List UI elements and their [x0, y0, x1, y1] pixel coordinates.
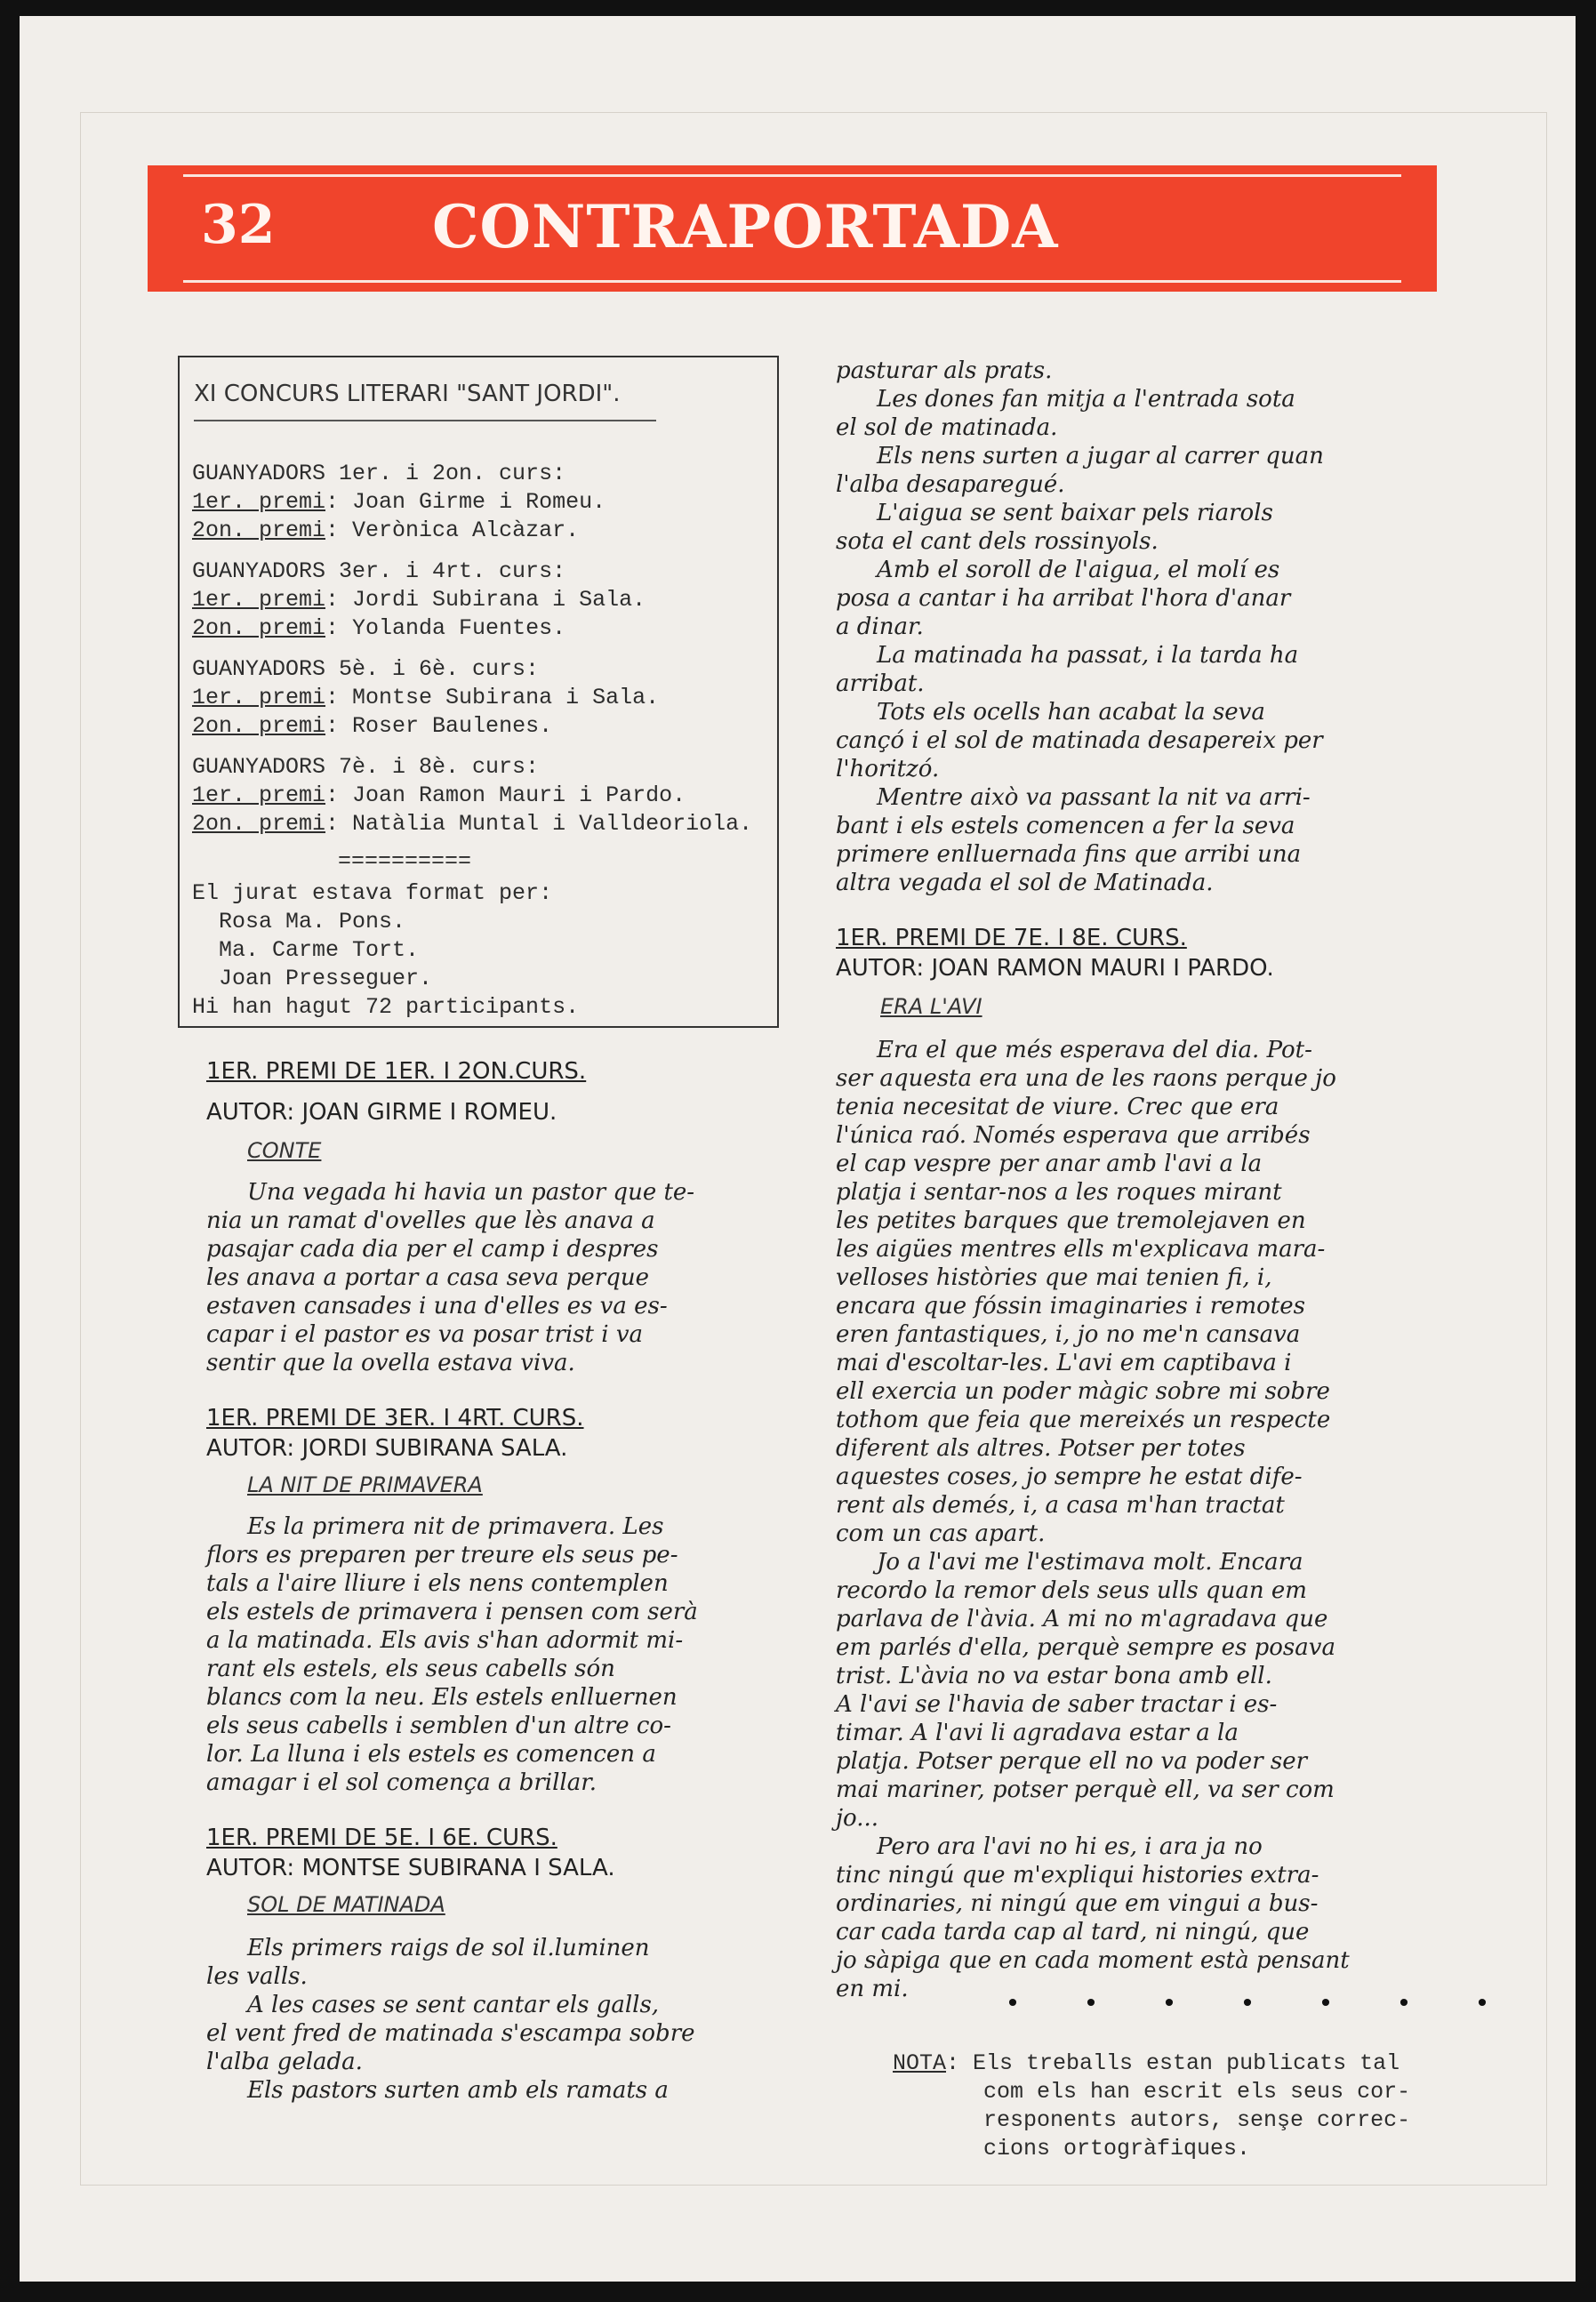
- story-line: Era el que més esperava del dia. Pot-: [877, 1037, 1312, 1063]
- winners-box: [178, 356, 779, 1028]
- story-line: A l'avi se l'havia de saber tractar i es-: [836, 1691, 1278, 1718]
- entry-author: AUTOR: JOAN RAMON MAURI I PARDO.: [836, 955, 1274, 982]
- group-heading: GUANYADORS 5è. i 6è. curs:: [192, 656, 540, 682]
- story-line: timar. A l'avi li agradava estar a la: [836, 1720, 1239, 1746]
- story-line: l'horitzó.: [836, 756, 940, 782]
- jury-member: Ma. Carme Tort.: [219, 937, 420, 963]
- story-line: car cada tarda cap al tard, ni ningú, que: [836, 1919, 1310, 1945]
- story-line: el sol de matinada.: [836, 414, 1058, 441]
- contest-title: XI CONCURS LITERARI "SANT JORDI".: [194, 381, 621, 407]
- story-line: amagar i el sol comença a brillar.: [206, 1769, 597, 1796]
- story-line: em parlés d'ella, perquè sempre es posava: [836, 1634, 1335, 1661]
- prize-label: 1er. premi: [192, 685, 326, 710]
- story-line: ell exercia un poder màgic sobre mi sobre: [836, 1378, 1330, 1405]
- story-line: primere enlluernada fins que arribi una: [836, 841, 1302, 868]
- nota-label: NOTA: [893, 2050, 947, 2076]
- story-line: les valls.: [206, 1963, 308, 1990]
- prize-label: 1er. premi: [192, 782, 326, 808]
- story-line: A les cases se sent cantar els galls,: [247, 1992, 660, 2018]
- story-line: les aigües mentres ells m'explicava mara-: [836, 1236, 1326, 1263]
- story-line: en mi.: [836, 1976, 909, 2002]
- story-line: eren fantastiques, i, jo no me'n cansava: [836, 1321, 1301, 1348]
- story-line: capar i el pastor es va posar trist i va: [206, 1321, 644, 1348]
- separator: ==========: [338, 848, 472, 874]
- nota-line: cions ortogràfiques.: [983, 2136, 1251, 2162]
- story-line: Els pastors surten amb els ramats a: [247, 2077, 669, 2104]
- story-line: blancs com la neu. Els estels enlluernen: [206, 1684, 678, 1711]
- jury-member: Rosa Ma. Pons.: [219, 909, 406, 934]
- story-title: LA NIT DE PRIMAVERA: [247, 1472, 483, 1497]
- group-heading: GUANYADORS 3er. i 4rt. curs:: [192, 558, 566, 584]
- entry-author: AUTOR: MONTSE SUBIRANA I SALA.: [206, 1855, 615, 1881]
- nota-line: [893, 2050, 1400, 2076]
- entry-heading: 1ER. PREMI DE 7E. I 8E. CURS.: [836, 925, 1187, 951]
- story-line: Una vegada hi havia un pastor que te-: [247, 1179, 695, 1206]
- story-line: mai mariner, potser perquè ell, va ser com: [836, 1777, 1335, 1803]
- story-line: pasajar cada dia per el camp i despres: [206, 1236, 659, 1263]
- jury-member: Joan Presseguer.: [219, 966, 433, 991]
- prize-label: 1er. premi: [192, 489, 326, 515]
- story-line: posa a cantar i ha arribat l'hora d'anar: [836, 585, 1291, 612]
- entry-author: AUTOR: JORDI SUBIRANA SALA.: [206, 1435, 568, 1462]
- entry-heading: 1ER. PREMI DE 5E. I 6E. CURS.: [206, 1825, 557, 1851]
- story-line: les petites barques que tremolejaven en: [836, 1207, 1306, 1234]
- story-line: Els nens surten a jugar al carrer quan: [877, 443, 1324, 469]
- prize-label: 1er. premi: [192, 587, 326, 613]
- jury-intro: El jurat estava format per:: [192, 880, 553, 906]
- winner-name: : Montse Subirana i Sala.: [325, 685, 660, 710]
- story-line: els estels de primavera i pensen com serà: [206, 1599, 698, 1625]
- story-line: sota el cant dels rossinyols.: [836, 528, 1159, 555]
- story-line: tals a l'aire lliure i els nens contemplen: [206, 1570, 669, 1597]
- nota-line: com els han escrit els seus cor-: [983, 2079, 1411, 2105]
- story-line: com un cas apart.: [836, 1520, 1046, 1547]
- story-line: Tots els ocells han acabat la seva: [877, 699, 1265, 726]
- winner-name: : Joan Girme i Romeu.: [325, 489, 606, 515]
- story-line: Les dones fan mitja a l'entrada sota: [877, 386, 1295, 413]
- story-line: rent als demés, i, a casa m'han tractat: [836, 1492, 1285, 1519]
- story-line: bant i els estels comencen a fer la seva: [836, 813, 1295, 839]
- section-separator-dots: • • • • • • •: [1005, 1990, 1514, 2020]
- winner-second: [192, 715, 552, 737]
- story-line: trist. L'àvia no va estar bona amb ell.: [836, 1663, 1272, 1689]
- story-line: platja i sentar-nos a les roques mirant: [836, 1179, 1282, 1206]
- winner-first: [192, 686, 659, 709]
- story-line: les anava a portar a casa seva perque: [206, 1264, 649, 1291]
- story-line: ordinaries, ni ningú que em vingui a bus-: [836, 1890, 1319, 1917]
- story-line: parlava de l'àvia. A mi no m'agradava que: [836, 1606, 1328, 1632]
- story-line: jo...: [836, 1805, 879, 1832]
- winner-second: [192, 519, 579, 541]
- story-line: Els primers raigs de sol il.luminen: [247, 1935, 650, 1961]
- story-line: ser aquesta era una de les raons perque jo: [836, 1065, 1336, 1092]
- group-heading: GUANYADORS 1er. i 2on. curs:: [192, 461, 566, 486]
- entry-author: AUTOR: JOAN GIRME I ROMEU.: [206, 1099, 557, 1126]
- story-line: Jo a l'avi me l'estimava molt. Encara: [877, 1549, 1303, 1576]
- story-line: l'alba gelada.: [206, 2049, 363, 2075]
- section-title: CONTRAPORTADA: [432, 192, 1059, 261]
- story-title: ERA L'AVI: [880, 994, 982, 1019]
- story-line: aquestes coses, jo sempre he estat dife-: [836, 1464, 1303, 1490]
- participants-count: Hi han hagut 72 participants.: [192, 994, 580, 1020]
- story-line: mai d'escoltar-les. L'avi em captibava i: [836, 1350, 1292, 1376]
- story-line: el cap vespre per anar amb l'avi a la: [836, 1151, 1263, 1177]
- nota-line: responents autors, senşe correc-: [983, 2107, 1411, 2133]
- winner-name: : Yolanda Fuentes.: [325, 615, 566, 641]
- story-line: jo sàpiga que en cada moment està pensant: [836, 1947, 1350, 1974]
- banner-rule-top: [183, 174, 1401, 177]
- winner-name: : Jordi Subirana i Sala.: [325, 587, 646, 613]
- story-line: l'única raó. Només esperava que arribés: [836, 1122, 1311, 1149]
- story-line: recordo la remor dels seus ulls quan em: [836, 1577, 1307, 1604]
- story-line: diferent als altres. Potser per totes: [836, 1435, 1246, 1462]
- prize-label: 2on. premi: [192, 615, 326, 641]
- story-title: SOL DE MATINADA: [247, 1892, 445, 1917]
- story-line: a la matinada. Els avis s'han adormit mi-: [206, 1627, 684, 1654]
- story-line: pasturar als prats.: [836, 357, 1053, 384]
- story-line: lor. La lluna i els estels es comencen a: [206, 1741, 656, 1768]
- story-line: l'alba desaparegué.: [836, 471, 1065, 498]
- story-line: sentir que la ovella estava viva.: [206, 1350, 575, 1376]
- story-line: arribat.: [836, 670, 925, 697]
- story-line: Es la primera nit de primavera. Les: [247, 1513, 664, 1540]
- story-line: Amb el soroll de l'aigua, el molí es: [877, 557, 1280, 583]
- story-line: platja. Potser perque ell no va poder ser: [836, 1748, 1308, 1775]
- story-line: el vent fred de matinada s'escampa sobre: [206, 2020, 695, 2047]
- winner-second: [192, 617, 565, 639]
- story-line: rant els estels, els seus cabells són: [206, 1656, 615, 1682]
- story-line: La matinada ha passat, i la tarda ha: [877, 642, 1299, 669]
- entry-heading: 1ER. PREMI DE 1ER. I 2ON.CURS.: [206, 1058, 587, 1085]
- prize-label: 2on. premi: [192, 517, 326, 543]
- story-line: flors es preparen per treure els seus pe-: [206, 1542, 678, 1568]
- winner-name: : Natàlia Muntal i Valldeoriola.: [325, 811, 753, 837]
- winner-first: [192, 784, 686, 806]
- story-line: Pero ara l'avi no hi es, i ara ja no: [877, 1833, 1263, 1860]
- group-heading: GUANYADORS 7è. i 8è. curs:: [192, 754, 540, 780]
- story-line: tinc ningú que m'expliqui histories extra-: [836, 1862, 1319, 1889]
- story-line: tenia necesitat de viure. Crec que era: [836, 1094, 1279, 1120]
- story-line: a dinar.: [836, 614, 924, 640]
- prize-label: 2on. premi: [192, 811, 326, 837]
- winner-name: : Verònica Alcàzar.: [325, 517, 580, 543]
- winner-first: [192, 491, 606, 513]
- winner-name: : Roser Baulenes.: [325, 713, 553, 739]
- story-line: els seus cabells i semblen d'un altre co-: [206, 1712, 671, 1739]
- winner-name: : Joan Ramon Mauri i Pardo.: [325, 782, 686, 808]
- story-line: altra vegada el sol de Matinada.: [836, 870, 1214, 896]
- story-line: estaven cansades i una d'elles es va es-: [206, 1293, 668, 1319]
- nota-text: : Els treballs estan publicats tal: [946, 2050, 1400, 2076]
- story-line: velloses històries que mai tenien fi, i,: [836, 1264, 1272, 1291]
- story-line: tothom que feia que mereixés un respecte: [836, 1407, 1331, 1433]
- prize-label: 2on. premi: [192, 713, 326, 739]
- story-line: cançó i el sol de matinada desapereix per: [836, 727, 1323, 754]
- banner-rule-bottom: [183, 280, 1401, 283]
- story-line: L'aigua se sent baixar pels riarols: [877, 500, 1273, 526]
- story-line: encara que fóssin imaginaries i remotes: [836, 1293, 1306, 1319]
- story-line: nia un ramat d'ovelles que lès anava a: [206, 1207, 655, 1234]
- page-number: 32: [201, 194, 276, 256]
- story-title: CONTE: [247, 1138, 322, 1163]
- entry-heading: 1ER. PREMI DE 3ER. I 4RT. CURS.: [206, 1405, 584, 1432]
- winner-second: [192, 813, 752, 835]
- winner-first: [192, 589, 646, 611]
- title-rule: [194, 420, 656, 421]
- story-line: Mentre això va passant la nit va arri-: [877, 784, 1311, 811]
- section-banner: [148, 165, 1437, 292]
